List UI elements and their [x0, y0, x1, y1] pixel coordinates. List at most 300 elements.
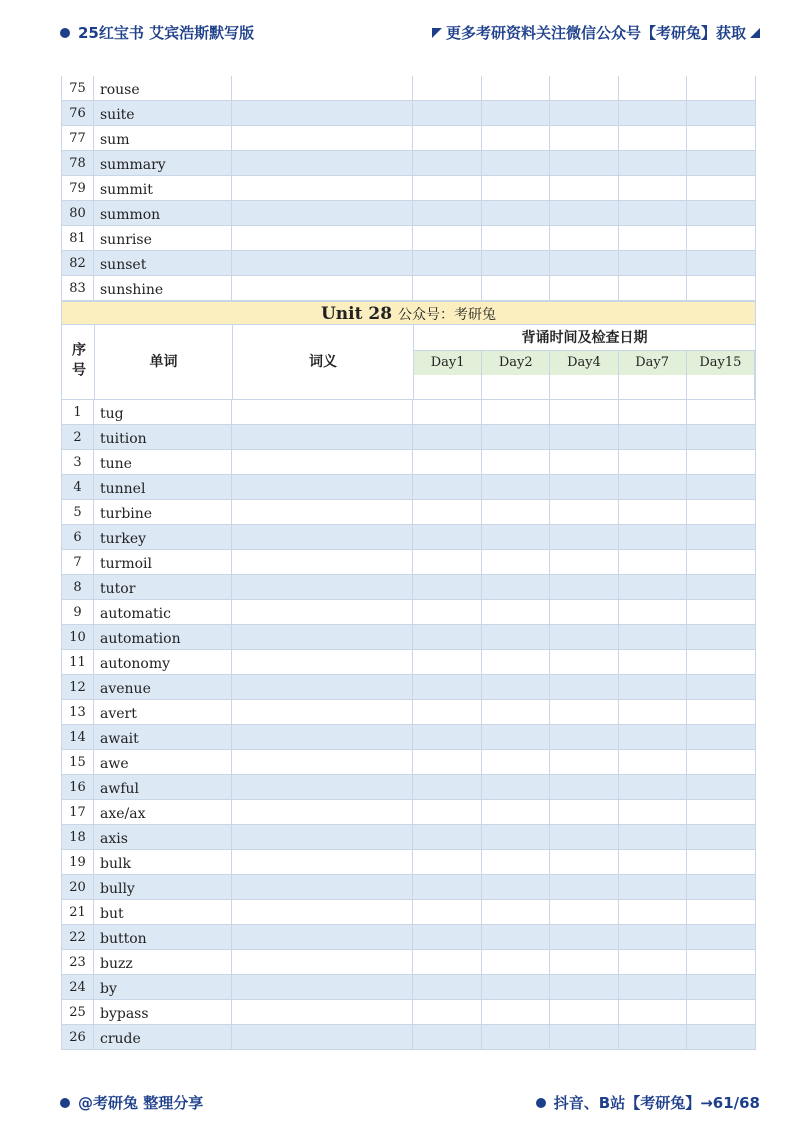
- header-review-schedule: 背诵时间及检查日期: [414, 325, 755, 351]
- day-check-cell: [619, 925, 688, 950]
- day-check-cell: [413, 775, 482, 800]
- day-spacer-cell: [414, 375, 482, 399]
- meaning-blank-cell: [232, 425, 413, 450]
- day-check-cell: [687, 850, 756, 875]
- day-check-cell: [619, 900, 688, 925]
- day-check-cell: [687, 600, 756, 625]
- day-check-cell: [482, 201, 551, 226]
- day-check-cell: [482, 251, 551, 276]
- row-word: avert: [94, 700, 232, 725]
- day-check-cell: [550, 650, 619, 675]
- day-check-cell: [413, 276, 482, 301]
- day-check-cell: [550, 226, 619, 251]
- day-check-cell: [550, 875, 619, 900]
- day-check-cell: [550, 575, 619, 600]
- row-number: 11: [61, 650, 94, 675]
- day-check-cell: [482, 750, 551, 775]
- meaning-blank-cell: [232, 151, 413, 176]
- day-check-cell: [619, 176, 688, 201]
- table-row: [61, 525, 756, 550]
- row-number: 22: [61, 925, 94, 950]
- day-check-cell: [413, 975, 482, 1000]
- day-check-cell: [482, 400, 551, 425]
- row-word: turbine: [94, 500, 232, 525]
- day-check-cell: [619, 600, 688, 625]
- day-check-cell: [619, 400, 688, 425]
- header-promo: 更多考研资料关注微信公众号【考研兔】获取: [445, 24, 746, 42]
- meaning-blank-cell: [232, 625, 413, 650]
- day-check-cell: [413, 725, 482, 750]
- day-check-cell: [482, 850, 551, 875]
- header-day: Day2: [482, 351, 550, 375]
- footer-left: [60, 1092, 203, 1113]
- bullet-dot-icon: [60, 28, 70, 38]
- footer-right: [536, 1092, 760, 1113]
- day-check-cell: [413, 675, 482, 700]
- meaning-blank-cell: [232, 126, 413, 151]
- table-row: [61, 450, 756, 475]
- header-title: 25红宝书 艾宾浩斯默写版: [78, 24, 255, 42]
- row-word: turkey: [94, 525, 232, 550]
- day-check-cell: [687, 1000, 756, 1025]
- row-number: 19: [61, 850, 94, 875]
- day-check-cell: [550, 825, 619, 850]
- table-row: [61, 176, 756, 201]
- day-check-cell: [413, 151, 482, 176]
- day-check-cell: [413, 101, 482, 126]
- day-check-cell: [550, 925, 619, 950]
- day-check-cell: [619, 875, 688, 900]
- row-word: suite: [94, 101, 232, 126]
- row-number: 10: [61, 625, 94, 650]
- day-check-cell: [619, 800, 688, 825]
- day-check-cell: [482, 126, 551, 151]
- day-check-cell: [550, 525, 619, 550]
- unit-title: Unit 28: [320, 304, 393, 324]
- meaning-blank-cell: [232, 600, 413, 625]
- day-check-cell: [482, 725, 551, 750]
- day-check-cell: [619, 101, 688, 126]
- table-row: [61, 900, 756, 925]
- row-number: 8: [61, 575, 94, 600]
- row-number: 20: [61, 875, 94, 900]
- day-check-cell: [619, 650, 688, 675]
- table-row: [61, 276, 756, 301]
- page-header: [0, 0, 800, 64]
- day-check-cell: [619, 850, 688, 875]
- header-meaning: 词义: [233, 325, 414, 399]
- day-check-cell: [550, 850, 619, 875]
- table-row: [61, 76, 756, 101]
- day-check-cell: [413, 1000, 482, 1025]
- day-check-cell: [482, 650, 551, 675]
- row-number: 3: [61, 450, 94, 475]
- day-spacer-cell: [550, 375, 618, 399]
- day-check-cell: [413, 201, 482, 226]
- row-number: 13: [61, 700, 94, 725]
- row-word: by: [94, 975, 232, 1000]
- day-check-cell: [687, 450, 756, 475]
- day-check-cell: [619, 750, 688, 775]
- row-word: autonomy: [94, 650, 232, 675]
- table-row: [61, 750, 756, 775]
- row-word: sunshine: [94, 276, 232, 301]
- row-word: summit: [94, 176, 232, 201]
- day-check-cell: [619, 126, 688, 151]
- meaning-blank-cell: [232, 475, 413, 500]
- header-left: [60, 22, 254, 43]
- day-check-cell: [482, 76, 551, 101]
- day-check-cell: [482, 475, 551, 500]
- day-check-cell: [413, 500, 482, 525]
- meaning-blank-cell: [232, 750, 413, 775]
- table-row: [61, 875, 756, 900]
- day-check-cell: [550, 475, 619, 500]
- day-check-cell: [550, 450, 619, 475]
- table-row: [61, 500, 756, 525]
- row-number: 76: [61, 101, 94, 126]
- day-check-cell: [550, 101, 619, 126]
- day-check-cell: [687, 675, 756, 700]
- day-check-cell: [550, 251, 619, 276]
- day-check-cell: [482, 450, 551, 475]
- day-check-cell: [413, 251, 482, 276]
- day-check-cell: [482, 775, 551, 800]
- day-check-cell: [550, 126, 619, 151]
- day-check-cell: [482, 975, 551, 1000]
- table-row: [61, 700, 756, 725]
- meaning-blank-cell: [232, 725, 413, 750]
- header-day-spacer: [414, 375, 755, 399]
- meaning-blank-cell: [232, 251, 413, 276]
- meaning-blank-cell: [232, 975, 413, 1000]
- day-check-cell: [619, 550, 688, 575]
- table-header: [61, 325, 756, 400]
- day-check-cell: [550, 725, 619, 750]
- header-word: 单词: [95, 325, 233, 399]
- day-check-cell: [482, 425, 551, 450]
- table-row: [61, 600, 756, 625]
- day-check-cell: [687, 650, 756, 675]
- table-row: [61, 1025, 756, 1050]
- day-check-cell: [413, 425, 482, 450]
- row-number: 18: [61, 825, 94, 850]
- day-check-cell: [413, 900, 482, 925]
- day-check-cell: [619, 450, 688, 475]
- day-check-cell: [619, 500, 688, 525]
- row-word: sunrise: [94, 226, 232, 251]
- day-check-cell: [619, 675, 688, 700]
- day-check-cell: [619, 625, 688, 650]
- day-check-cell: [413, 825, 482, 850]
- day-check-cell: [413, 1025, 482, 1050]
- day-check-cell: [619, 151, 688, 176]
- day-check-cell: [550, 800, 619, 825]
- meaning-blank-cell: [232, 700, 413, 725]
- table-row: [61, 575, 756, 600]
- day-check-cell: [482, 276, 551, 301]
- day-check-cell: [413, 600, 482, 625]
- day-check-cell: [482, 625, 551, 650]
- table-row: [61, 950, 756, 975]
- day-check-cell: [687, 775, 756, 800]
- table-row: [61, 550, 756, 575]
- row-word: await: [94, 725, 232, 750]
- day-check-cell: [413, 575, 482, 600]
- row-number: 78: [61, 151, 94, 176]
- row-number: 77: [61, 126, 94, 151]
- day-check-cell: [482, 675, 551, 700]
- day-check-cell: [482, 1025, 551, 1050]
- day-check-cell: [482, 575, 551, 600]
- day-check-cell: [550, 975, 619, 1000]
- row-number: 75: [61, 76, 94, 101]
- day-check-cell: [550, 550, 619, 575]
- triangle-right-icon: [750, 28, 760, 38]
- day-check-cell: [413, 750, 482, 775]
- day-check-cell: [482, 825, 551, 850]
- day-check-cell: [687, 425, 756, 450]
- day-check-cell: [482, 875, 551, 900]
- day-check-cell: [687, 176, 756, 201]
- unit-title-bar: [61, 301, 756, 325]
- day-check-cell: [619, 825, 688, 850]
- day-check-cell: [482, 925, 551, 950]
- day-check-cell: [550, 425, 619, 450]
- day-check-cell: [550, 276, 619, 301]
- meaning-blank-cell: [232, 575, 413, 600]
- unit-subtitle: 公众号：考研兔: [398, 307, 497, 323]
- table-row: [61, 475, 756, 500]
- row-number: 79: [61, 176, 94, 201]
- meaning-blank-cell: [232, 525, 413, 550]
- day-check-cell: [619, 251, 688, 276]
- day-check-cell: [687, 475, 756, 500]
- day-check-cell: [619, 700, 688, 725]
- day-check-cell: [687, 925, 756, 950]
- day-check-cell: [550, 750, 619, 775]
- day-check-cell: [550, 1000, 619, 1025]
- day-check-cell: [413, 550, 482, 575]
- table-row: [61, 425, 756, 450]
- day-check-cell: [550, 500, 619, 525]
- meaning-blank-cell: [232, 950, 413, 975]
- day-spacer-cell: [687, 375, 755, 399]
- header-serial-number: 序号: [62, 325, 95, 399]
- day-check-cell: [619, 975, 688, 1000]
- meaning-blank-cell: [232, 1000, 413, 1025]
- table-row: [61, 800, 756, 825]
- footer-credit: @考研兔 整理分享: [78, 1094, 204, 1112]
- day-check-cell: [413, 400, 482, 425]
- day-check-cell: [482, 226, 551, 251]
- row-number: 9: [61, 600, 94, 625]
- day-check-cell: [687, 276, 756, 301]
- day-check-cell: [687, 500, 756, 525]
- day-check-cell: [413, 625, 482, 650]
- meaning-blank-cell: [232, 400, 413, 425]
- row-word: awful: [94, 775, 232, 800]
- day-check-cell: [550, 700, 619, 725]
- day-check-cell: [619, 425, 688, 450]
- bullet-dot-icon: [536, 1098, 546, 1108]
- row-number: 24: [61, 975, 94, 1000]
- meaning-blank-cell: [232, 650, 413, 675]
- day-check-cell: [687, 226, 756, 251]
- day-check-cell: [550, 675, 619, 700]
- table-row: [61, 226, 756, 251]
- day-spacer-cell: [482, 375, 550, 399]
- row-word: crude: [94, 1025, 232, 1050]
- row-number: 81: [61, 226, 94, 251]
- day-check-cell: [550, 1025, 619, 1050]
- day-check-cell: [550, 400, 619, 425]
- day-check-cell: [482, 151, 551, 176]
- table-row: [61, 126, 756, 151]
- row-word: tug: [94, 400, 232, 425]
- meaning-blank-cell: [232, 875, 413, 900]
- day-check-cell: [413, 76, 482, 101]
- day-check-cell: [619, 226, 688, 251]
- row-word: sum: [94, 126, 232, 151]
- meaning-blank-cell: [232, 675, 413, 700]
- day-check-cell: [413, 850, 482, 875]
- day-check-cell: [413, 525, 482, 550]
- footer-page-info: 抖音、B站【考研兔】→61/68: [553, 1094, 760, 1112]
- day-check-cell: [550, 950, 619, 975]
- meaning-blank-cell: [232, 76, 413, 101]
- day-check-cell: [687, 800, 756, 825]
- row-number: 4: [61, 475, 94, 500]
- row-number: 25: [61, 1000, 94, 1025]
- meaning-blank-cell: [232, 925, 413, 950]
- row-word: sunset: [94, 251, 232, 276]
- day-check-cell: [413, 226, 482, 251]
- day-check-cell: [687, 76, 756, 101]
- table-row: [61, 650, 756, 675]
- row-word: tunnel: [94, 475, 232, 500]
- meaning-blank-cell: [232, 1025, 413, 1050]
- row-word: bulk: [94, 850, 232, 875]
- row-number: 15: [61, 750, 94, 775]
- day-check-cell: [550, 76, 619, 101]
- table-row: [61, 101, 756, 126]
- day-spacer-cell: [619, 375, 687, 399]
- meaning-blank-cell: [232, 500, 413, 525]
- day-check-cell: [619, 725, 688, 750]
- day-check-cell: [687, 251, 756, 276]
- row-number: 2: [61, 425, 94, 450]
- table-row: [61, 850, 756, 875]
- table-row: [61, 151, 756, 176]
- day-check-cell: [482, 700, 551, 725]
- row-word: button: [94, 925, 232, 950]
- day-check-cell: [482, 176, 551, 201]
- row-number: 1: [61, 400, 94, 425]
- row-word: turmoil: [94, 550, 232, 575]
- meaning-blank-cell: [232, 226, 413, 251]
- day-check-cell: [619, 1000, 688, 1025]
- day-check-cell: [550, 625, 619, 650]
- day-check-cell: [687, 875, 756, 900]
- day-check-cell: [687, 1025, 756, 1050]
- day-check-cell: [687, 575, 756, 600]
- day-check-cell: [482, 600, 551, 625]
- day-check-cell: [619, 575, 688, 600]
- day-check-cell: [482, 550, 551, 575]
- table-row: [61, 975, 756, 1000]
- row-word: summary: [94, 151, 232, 176]
- day-check-cell: [550, 900, 619, 925]
- day-check-cell: [619, 276, 688, 301]
- day-check-cell: [482, 900, 551, 925]
- day-check-cell: [687, 750, 756, 775]
- day-check-cell: [687, 950, 756, 975]
- meaning-blank-cell: [232, 101, 413, 126]
- row-number: 21: [61, 900, 94, 925]
- day-check-cell: [413, 475, 482, 500]
- row-word: rouse: [94, 76, 232, 101]
- row-number: 6: [61, 525, 94, 550]
- day-check-cell: [413, 650, 482, 675]
- day-check-cell: [687, 825, 756, 850]
- header-day: Day1: [414, 351, 482, 375]
- table-row: [61, 675, 756, 700]
- row-word: summon: [94, 201, 232, 226]
- meaning-blank-cell: [232, 450, 413, 475]
- day-check-cell: [413, 700, 482, 725]
- table-row: [61, 251, 756, 276]
- row-number: 80: [61, 201, 94, 226]
- day-check-cell: [550, 176, 619, 201]
- row-word: tuition: [94, 425, 232, 450]
- header-day-columns: [414, 351, 755, 375]
- day-check-cell: [550, 600, 619, 625]
- day-check-cell: [482, 800, 551, 825]
- day-check-cell: [413, 176, 482, 201]
- row-number: 26: [61, 1025, 94, 1050]
- row-word: bypass: [94, 1000, 232, 1025]
- day-check-cell: [619, 475, 688, 500]
- day-check-cell: [550, 201, 619, 226]
- previous-unit-rows: [61, 76, 756, 301]
- row-word: buzz: [94, 950, 232, 975]
- row-number: 23: [61, 950, 94, 975]
- day-check-cell: [687, 126, 756, 151]
- row-number: 82: [61, 251, 94, 276]
- row-number: 16: [61, 775, 94, 800]
- day-check-cell: [482, 500, 551, 525]
- row-number: 17: [61, 800, 94, 825]
- day-check-cell: [482, 101, 551, 126]
- day-check-cell: [687, 700, 756, 725]
- row-word: tutor: [94, 575, 232, 600]
- day-check-cell: [413, 950, 482, 975]
- row-word: awe: [94, 750, 232, 775]
- header-day: Day15: [687, 351, 755, 375]
- day-check-cell: [482, 525, 551, 550]
- day-check-cell: [619, 1025, 688, 1050]
- meaning-blank-cell: [232, 276, 413, 301]
- row-number: 12: [61, 675, 94, 700]
- table-row: [61, 400, 756, 425]
- bullet-dot-icon: [60, 1098, 70, 1108]
- table-row: [61, 775, 756, 800]
- table-row: [61, 925, 756, 950]
- meaning-blank-cell: [232, 825, 413, 850]
- table-row: [61, 825, 756, 850]
- day-check-cell: [619, 76, 688, 101]
